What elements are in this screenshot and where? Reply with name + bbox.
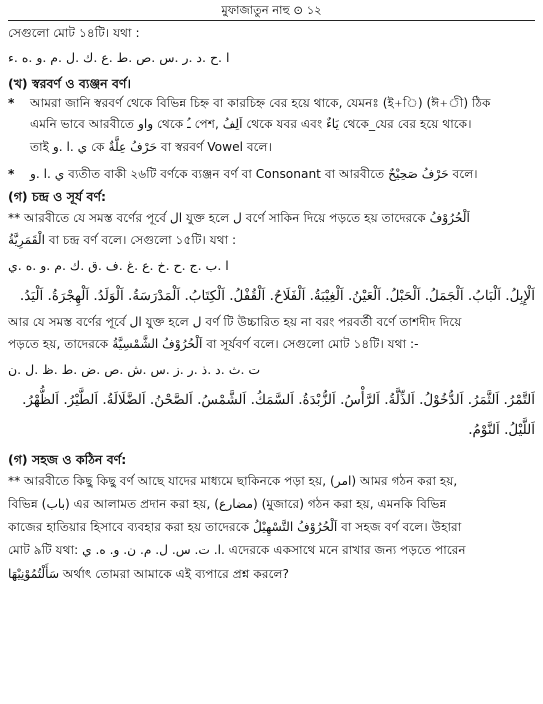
easy-line-2: বিভিন্ন (باب) এর আলামত প্রদান করা হয়, (مضارع) (মুজারে) গঠন করা হয়, এমনকি বিভিন্ন bbox=[8, 497, 447, 511]
sun-examples-2: اَللَّيْلُ. اَلنَّوْمُ. bbox=[468, 422, 535, 438]
section-heading-easy-hard: (গ) সহজ ও কঠিন বর্ণ: bbox=[8, 452, 127, 467]
arabic-letters-list: ا .ح .د .ر .س .ص .ط .ع .ك .ل .م .و .ه .ء bbox=[8, 50, 230, 65]
page-header bbox=[8, 0, 535, 21]
vowel-line-2: এমনি ভাবে আরবীতে واو থেকে ـُ পেশ, اَلِفُ থেকে যবর এবং يَاءٌ থেকে_যের বের হয়ে থাকে। bbox=[30, 117, 472, 131]
easy-line-5: سَأَلْتُمُوْنِيْهَا অর্থাৎ তোমরা আমাকে এই ব্যপারে প্রশ্ন করলে? bbox=[8, 567, 290, 581]
sun-line-1: আর যে সমস্ত বর্ণের পূর্বে ال যুক্ত হলে ل বর্ণ টি উচ্চারিত হয় না বরং পরবর্তী বর্ণে তাশদীদ দিয়ে bbox=[8, 315, 462, 329]
easy-line-4: মোট ৯টি যথা: ا. ت. س. ل. م. ن. و. ه. ي. এদেরকে একসাথে মনে রাখার জন্য পড়তে পারেন bbox=[8, 543, 466, 557]
moon-examples: اَلْإِبِلُ. اَلْبَابُ. اَلْجَمَلُ. اَلْحَبْلُ. اَلْعَيْنُ. اَلْغِيْبَةُ. اَلْفَلَاحُ. اَلْقُفْلُ. اَلْكِتَابُ. اَلْمَدْرَسَةُ. اَلْوَلَدُ. اَلْهِجْرَةُ. اَلْيَدُ. bbox=[19, 288, 535, 304]
moon-line-1: ** আরবীতে যে সমস্ত বর্ণের পূর্বে ال যুক্ত হলে ل বর্ণে সাকিন দিয়ে পড়তে হয় তাদেরকে اَلْحُرُوْفُ bbox=[8, 211, 470, 225]
intro-line: সেগুলো মোট ১৪টি। যথা : bbox=[8, 26, 140, 40]
consonant-line-1: ي .ا .و ব্যতীত বাকী ২৬টি বর্ণকে ব্যঞ্জন বর্ণ বা Consonant বা আরবীতে حَرْفُ صَحِيْحٌ বলে। bbox=[30, 167, 478, 181]
bullet-star: * bbox=[8, 96, 15, 110]
vowel-line-1: আমরা জানি স্বরবর্ণ থেকে বিভিন্ন চিহ্ন বা কারচিহ্ন বের হয়ে থাকে, যেমনঃ (ই+ি) (ঈ+ী) ঠিক bbox=[30, 96, 491, 110]
easy-line-3: কাজের হাতিয়ার হিসাবে ব্যবহার করা হয় তাদেরকে اَلْحُرُوْفُ التَّسْهِيْلُ বা সহজ বর্ণ বলে। উহারা bbox=[8, 520, 462, 534]
vowel-line-3: তাই ي .ا .و কে حَرْفُ عِلَّةٌ বা স্বরবর্ণ Vowel বলে। bbox=[30, 140, 272, 154]
moon-letters-list: ا .ب .ج .ح .خ .ع .غ .ف .ق .ك .م .و .ه .ي bbox=[8, 258, 229, 273]
sun-letters-list: ت .ث .د .ذ .ر .ز .س .ش .ص .ض .ط .ظ .ل .ن bbox=[8, 362, 261, 377]
sun-examples-1: اَلتَّمْرُ. اَلثَّمَرُ. اَلدُّخُوْلُ. اَلذِّلَّةُ. اَلرَّأْسُ. اَلزُّبْدَةُ. اَلسَّمَكُ. اَلشَّمْسُ. اَلصَّحْنُ. اَلضَّلَالَةُ. اَلطَّيْرُ. اَلظُّهْرُ. bbox=[22, 392, 535, 408]
running-title: মুফাজাতুন নাহু ⊙ ১২ bbox=[221, 3, 322, 17]
section-heading-vowel-consonant: (খ) স্বরবর্ণ ও ব্যঞ্জন বর্ণ। bbox=[8, 76, 131, 91]
section-heading-moon-sun: (গ) চন্দ্র ও সূর্য বর্ণ: bbox=[8, 189, 107, 204]
vowel-paragraph bbox=[8, 94, 535, 113]
bullet-star: * bbox=[8, 167, 15, 181]
consonant-paragraph bbox=[8, 163, 535, 186]
moon-line-2: الْقَمَرِيَّةُ বা চন্দ্র বর্ণ বলে। সেগুলো ১৫টি। যথা : bbox=[8, 233, 237, 247]
easy-line-1: ** আরবীতে কিছু কিছু বর্ণ আছে যাদের মাধ্যমে ছাকিনকে পড়া হয়, (امر) আমর গঠন করা হয়, bbox=[8, 474, 458, 488]
sun-line-2: পড়তে হয়, তাদেরকে اَلْحُرُوْفُ الشَّمْسِيَّةُ বা সূর্যবর্ণ বলে। সেগুলো মোট ১৪টি। যথা :- bbox=[8, 337, 419, 351]
